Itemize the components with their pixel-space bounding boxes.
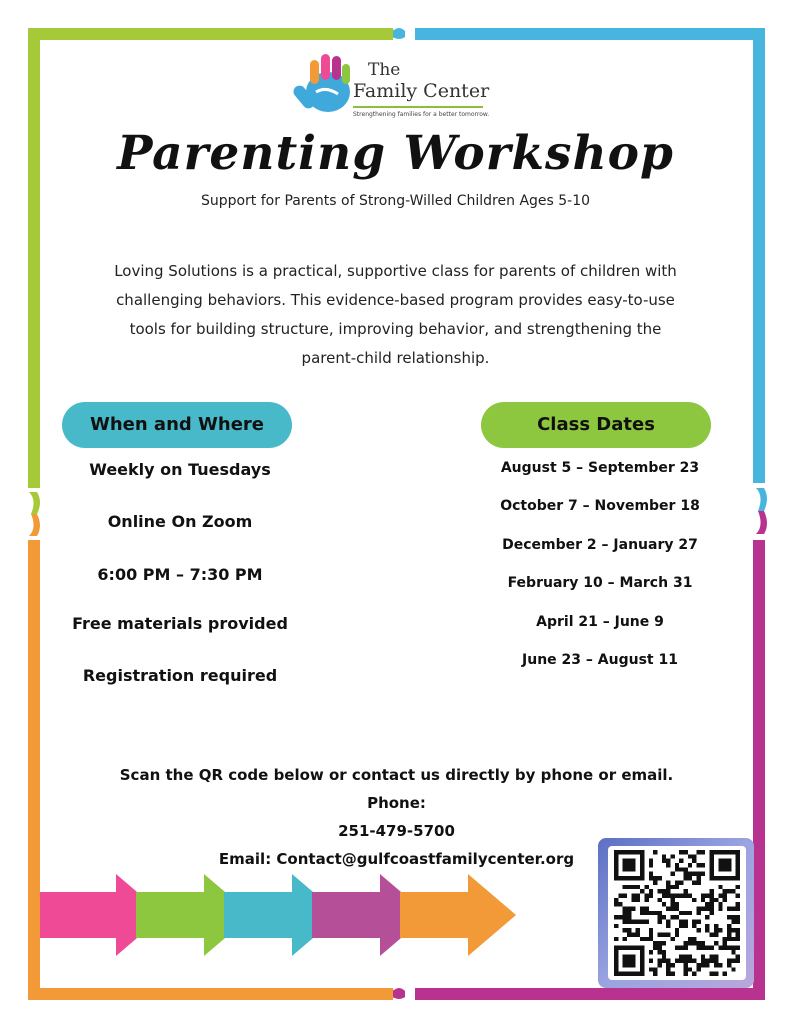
clasped-hands-icon-top	[381, 23, 407, 45]
phone-number[interactable]: 251-479-5700	[338, 822, 455, 840]
border-bottom-right	[415, 988, 765, 1000]
when-where-item: Registration required	[82, 666, 278, 685]
phone-label: Phone:	[367, 794, 426, 812]
email-line[interactable]: Email: Contact@gulfcoastfamilycenter.org	[218, 850, 575, 868]
intro-paragraph	[80, 257, 711, 373]
class-date-item: August 5 – September 23	[500, 460, 700, 476]
logo-tagline: Strengthening families for a better tomorrow.	[353, 111, 490, 118]
page-subtitle: Support for Parents of Strong-Willed Children Ages 5-10	[200, 193, 591, 209]
class-date-item: October 7 – November 18	[500, 498, 700, 514]
logo-the: The	[368, 60, 401, 80]
arrow-orange	[400, 874, 516, 956]
logo-name: Family Center	[353, 80, 490, 102]
clasped-hands-icon-bottom	[381, 983, 407, 1005]
intro-line: parent-child relationship.	[301, 349, 490, 367]
contact-instruction: Scan the QR code below or contact us directly by phone or email.	[119, 766, 674, 784]
page-title: Parenting Workshop	[117, 126, 674, 181]
when-where-item: Weekly on Tuesdays	[89, 460, 271, 479]
border-left-top	[28, 28, 40, 488]
border-left-bottom	[28, 540, 40, 1000]
class-date-item: April 21 – June 9	[536, 614, 664, 630]
class-date-item: December 2 – January 27	[502, 537, 698, 553]
class-date-item: June 23 – August 11	[522, 652, 678, 668]
intro-line: challenging behaviors. This evidence-based program provides easy-to-use	[116, 291, 675, 309]
when-where-item: Online On Zoom	[107, 512, 253, 531]
when-where-item: 6:00 PM – 7:30 PM	[97, 565, 263, 584]
class-date-item: February 10 – March 31	[507, 575, 693, 591]
intro-line: Loving Solutions is a practical, supportive class for parents of children with	[114, 262, 677, 280]
logo-underline	[353, 106, 483, 108]
qr-code-icon[interactable]	[612, 850, 742, 976]
when-where-heading: When and Where	[62, 402, 292, 448]
when-where-item: Free materials provided	[72, 614, 288, 633]
border-top-left	[28, 28, 393, 40]
clasped-hands-icon-right	[748, 486, 770, 536]
border-bottom-left	[28, 988, 393, 1000]
border-right-top	[753, 28, 765, 483]
class-dates-heading: Class Dates	[481, 402, 711, 448]
border-top-right	[415, 28, 765, 40]
border-right-bottom	[753, 540, 765, 1000]
intro-line: tools for building structure, improving behavior, and strengthening the	[129, 320, 662, 338]
decorative-arrows	[40, 872, 520, 958]
